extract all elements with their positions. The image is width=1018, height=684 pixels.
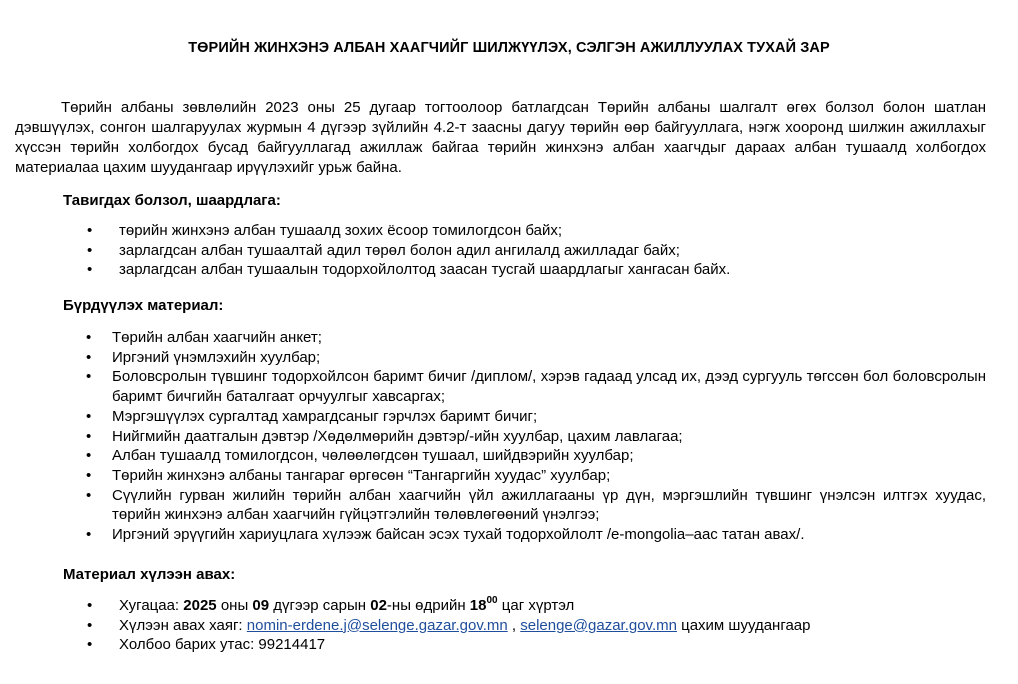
intro-paragraph: Төрийн албаны зөвлөлийн 2023 оны 25 дугаар тогтоолоор батлагдсан Төрийн албаны шалгалт өгөх болзол болон шатлан дэвшүүлэх, сонгон шалгаруулах журмын 4 дүгээр зүйлийн 4.2-т заасны дагуу төрийн өөр байгууллага, нэгж хооронд шилжин ажиллахыг хүссэн төрийн холбогдох бусад байгууллагад ажиллаж байгаа төрийн жинхэнэ албан хаагчдыг дараах албан тушаалд холбогдох материалаа цахим шуудангаар ирүүлэхийг урьж байна. [15, 99, 986, 176]
page-title: ТӨРИЙН ЖИНХЭНЭ АЛБАН ХААГЧИЙГ ШИЛЖҮҮЛЭХ, СЭЛГЭН АЖИЛЛУУЛАХ ТУХАЙ ЗАР [188, 40, 830, 56]
list-item: • төрийн жинхэнэ албан тушаалд зохих ёсоор томилогдсон байх; [87, 222, 563, 239]
deadline-day: 02 [370, 597, 387, 614]
list-item: • Сүүлийн гурван жилийн төрийн албан хаагчийн үйл ажиллагааны үр дүн, мэргэшлийн түвшинг үнэлсэн илтгэх хуудас, төрийн жинхэнэ албан хаагчийн гүйцэтгэлийн төлөвлөгөөний үнэлгээ; [86, 486, 986, 524]
submission-heading: Материал хүлээн авах: [63, 566, 236, 583]
materials-heading: Бүрдүүлэх материал: [63, 297, 224, 314]
bullet-icon: • [86, 407, 92, 425]
bullet-icon: • [86, 348, 92, 366]
phone-item: • Холбоо барих утас: 99214417 [87, 636, 326, 654]
bullet-icon: • [86, 329, 92, 346]
requirements-list [87, 221, 986, 280]
bullet-icon: • [87, 222, 93, 239]
receiver-item: • Хүлээн авах хаяг: nomin-erdene.j@selenge.gazar.gov.mn , selenge@gazar.gov.mn цахим шуудангаар [87, 616, 811, 634]
list-item: • Иргэний үнэмлэхийн хуулбар; [86, 348, 321, 366]
bullet-icon: • [87, 261, 93, 279]
list-item: • Албан тушаалд томилогдсон, чөлөөлөгдсөн тушаал, шийдвэрийн хуулбар; [86, 447, 634, 465]
bullet-icon: • [86, 368, 92, 386]
bullet-icon: • [86, 486, 92, 504]
submission-list [87, 595, 986, 655]
bullet-icon: • [87, 636, 93, 654]
list-item: • Төрийн жинхэнэ албаны тангараг өргөсөн “Тангаргийн хуудас” хуулбар; [86, 466, 611, 484]
deadline-year: 2025 [183, 597, 217, 614]
list-item: • Боловсролын түвшинг тодорхойлсон баримт бичиг /диплом/, хэрэв гадаад улсад их, дээд сургууль төгссөн бол боловсролын баримт бичгийн баталгаат орчуулгыг хавсаргах; [86, 368, 986, 406]
requirements-heading: Тавигдах болзол, шаардлага: [63, 192, 281, 209]
list-item: • зарлагдсан албан тушаалтай адил төрөл болон адил ангилалд ажилладаг байх; [87, 241, 680, 259]
deadline-minute: 00 [486, 595, 498, 606]
bullet-icon: • [86, 427, 92, 445]
list-item: • Төрийн албан хаагчийн анкет; [86, 329, 322, 346]
bullet-icon: • [87, 616, 93, 634]
list-item: • Мэргэшүүлэх сургалтад хамрагдсаныг гэрчлэх баримт бичиг; [86, 407, 538, 425]
bullet-icon: • [86, 466, 92, 484]
bullet-icon: • [86, 447, 92, 465]
deadline-hour: 18 [469, 597, 487, 614]
bullet-icon: • [87, 241, 93, 259]
bullet-icon: • [87, 597, 93, 614]
phone-number: 99214417 [258, 636, 326, 654]
list-item: • зарлагдсан албан тушаалын тодорхойлолтод заасан тусгай шаардлагыг хангасан байх. [87, 261, 731, 279]
list-item: • Нийгмийн даатгалын дэвтэр /Хөдөлмөрийн дэвтэр/-ийн хуулбар, цахим лавлагаа; [86, 427, 683, 445]
email-link-secondary[interactable]: selenge@gazar.gov.mn [520, 616, 677, 634]
materials-list [86, 328, 986, 545]
bullet-icon: • [86, 526, 92, 544]
email-link-primary[interactable]: nomin-erdene.j@selenge.gazar.gov.mn [246, 616, 508, 634]
deadline-item: • Хугацаа: 2025 оны 09 дүгээр сарын 02-ны өдрийн $18^{00}$ цаг хүртэл [87, 595, 575, 614]
list-item: • Иргэний эрүүгийн хариуцлага хүлээж байсан эсэх тухай тодорхойлолт /e-mongolia–аас татан авах/. [86, 526, 805, 544]
deadline-month: 09 [252, 597, 270, 614]
